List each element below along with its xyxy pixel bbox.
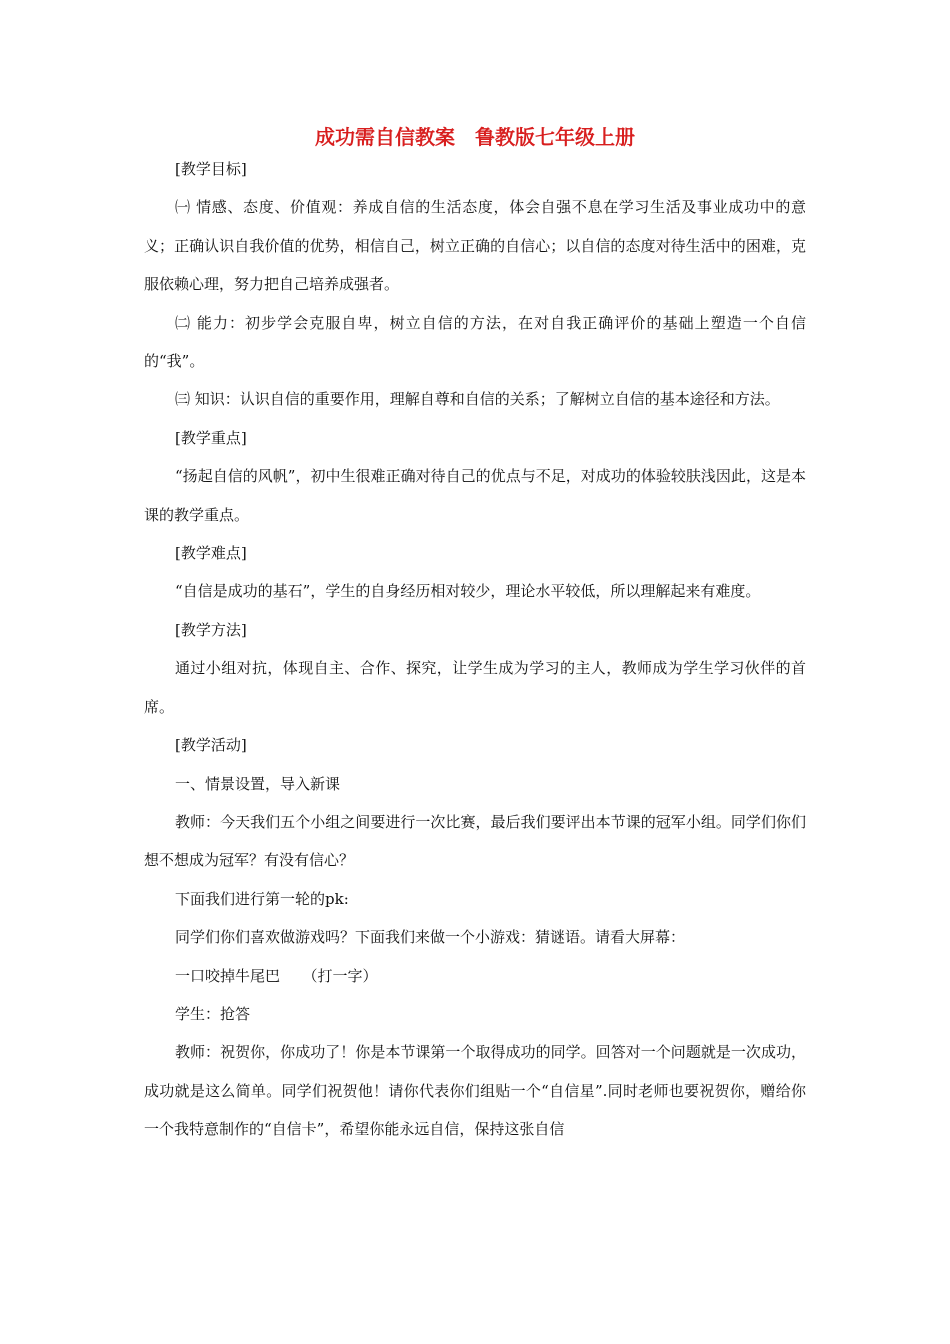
paragraph: “自信是成功的基石”，学生的自身经历相对较少，理论水平较低，所以理解起来有难度。: [175, 582, 761, 601]
paragraph: ㈡ 能力：初步学会克服自卑，树立自信的方法，在对自我正确评价的基础上塑造一个自信的“我”。: [144, 313, 806, 371]
paragraph: ㈠ 情感、态度、价值观：养成自信的生活态度，体会自强不息在学习生活及事业成功中的意义；正确认识自我价值的优势，相信自己，树立正确的自信心；以自信的态度对待生活中的困难，克服依赖心理，努力把自己培养成强者。: [144, 198, 806, 294]
document-title: 成功需自信教案 鲁教版七年级上册: [315, 125, 635, 149]
paragraph: [教学目标]: [175, 160, 247, 178]
paragraph: [教学难点]: [175, 544, 247, 563]
paragraph: 一口咬掉牛尾巴 （打一字）: [175, 966, 378, 985]
paragraph: 教师：今天我们五个小组之间要进行一次比赛，最后我们要评出本节课的冠军小组。同学们你们想不想成为冠军？有没有信心？: [144, 812, 806, 870]
paragraph: [教学活动]: [175, 736, 247, 755]
paragraph: ㈢ 知识：认识自信的重要作用，理解自尊和自信的关系；了解树立自信的基本途径和方法。: [175, 390, 780, 409]
paragraph: 学生：抢答: [175, 1004, 251, 1023]
paragraph: 同学们你们喜欢做游戏吗？下面我们来做一个小游戏：猜谜语。请看大屏幕：: [175, 928, 686, 947]
paragraph: 通过小组对抗，体现自主、合作、探究，让学生成为学习的主人，教师成为学生学习伙伴的首席。: [144, 659, 806, 716]
paragraph: 教师：祝贺你，你成功了！你是本节课第一个取得成功的同学。回答对一个问题就是一次成功，成功就是这么简单。同学们祝贺他！请你代表你们组贴一个“自信星”.同时老师也要祝贺你，赠给你一个我特意制作的“自信卡”，希望你能永远自信，保持这张自信: [144, 1043, 806, 1139]
paragraph: 下面我们进行第一轮的pk:: [175, 889, 349, 908]
document-body: [144, 150, 806, 1149]
paragraph: [教学方法]: [175, 620, 247, 639]
paragraph: 一、情景设置，导入新课: [175, 774, 341, 793]
paragraph: “扬起自信的风帆”，初中生很难正确对待自己的优点与不足，对成功的体验较肤浅因此，这是本课的教学重点。: [144, 467, 806, 524]
paragraph: [教学重点]: [175, 428, 247, 447]
